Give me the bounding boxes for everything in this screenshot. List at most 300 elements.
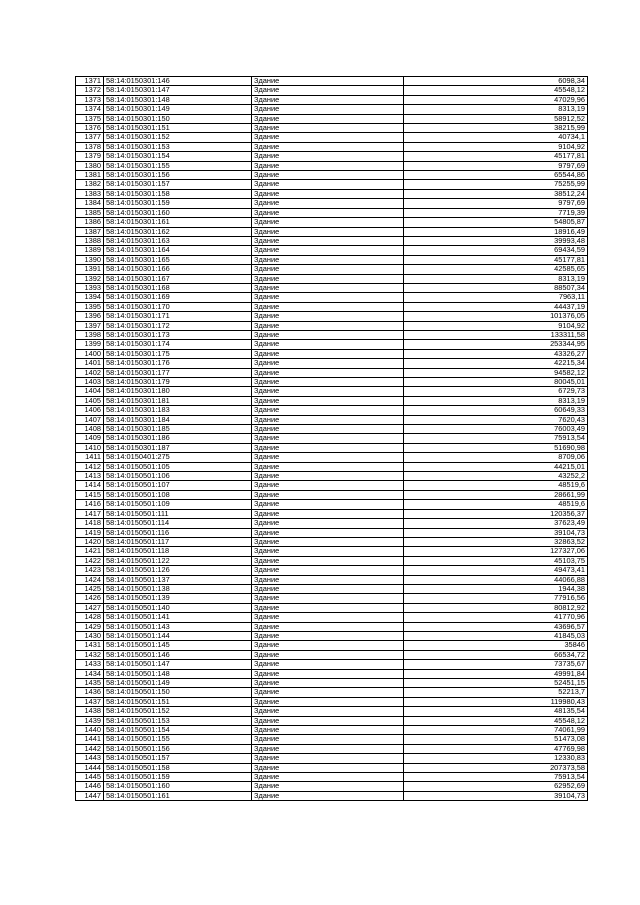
- value-cell: 58912,52: [404, 114, 588, 123]
- table-row: [76, 283, 588, 292]
- object-type-cell: Здание: [252, 133, 404, 142]
- table-row: [76, 462, 588, 471]
- object-type-cell: Здание: [252, 227, 404, 236]
- object-type-cell: Здание: [252, 556, 404, 565]
- value-cell: 7963,11: [404, 293, 588, 302]
- value-cell: 75913,54: [404, 434, 588, 443]
- table-row: [76, 236, 588, 245]
- cadastral-number-cell: 58:14:0150501:143: [104, 622, 252, 631]
- cadastral-number-cell: 58:14:0150301:153: [104, 142, 252, 151]
- object-type-cell: Здание: [252, 641, 404, 650]
- cadastral-number-cell: 58:14:0150501:145: [104, 641, 252, 650]
- object-type-cell: Здание: [252, 236, 404, 245]
- object-type-cell: Здание: [252, 735, 404, 744]
- table-row: [76, 556, 588, 565]
- value-cell: 42215,34: [404, 359, 588, 368]
- table-row: [76, 443, 588, 452]
- object-type-cell: Здание: [252, 707, 404, 716]
- table-row: [76, 180, 588, 189]
- cadastral-number-cell: 58:14:0150301:170: [104, 302, 252, 311]
- cadastral-number-cell: 58:14:0150301:156: [104, 171, 252, 180]
- object-type-cell: Здание: [252, 359, 404, 368]
- object-type-cell: Здание: [252, 791, 404, 800]
- value-cell: 44066,88: [404, 575, 588, 584]
- table-row: [76, 293, 588, 302]
- table-row: [76, 537, 588, 546]
- value-cell: 8313,19: [404, 396, 588, 405]
- cadastral-number-cell: 58:14:0150401:275: [104, 453, 252, 462]
- value-cell: 75255,99: [404, 180, 588, 189]
- value-cell: 44437,19: [404, 302, 588, 311]
- value-cell: 77916,56: [404, 594, 588, 603]
- row-number-cell: 1409: [76, 434, 104, 443]
- object-type-cell: Здание: [252, 669, 404, 678]
- object-type-cell: Здание: [252, 782, 404, 791]
- row-number-cell: 1428: [76, 613, 104, 622]
- object-type-cell: Здание: [252, 443, 404, 452]
- table-row: [76, 641, 588, 650]
- cadastral-number-cell: 58:14:0150501:146: [104, 650, 252, 659]
- value-cell: 43696,57: [404, 622, 588, 631]
- table-row: [76, 547, 588, 556]
- table-row: [76, 631, 588, 640]
- table-row: [76, 726, 588, 735]
- value-cell: 73735,67: [404, 660, 588, 669]
- cadastral-number-cell: 58:14:0150501:126: [104, 566, 252, 575]
- row-number-cell: 1437: [76, 697, 104, 706]
- table-row: [76, 519, 588, 528]
- cadastral-number-cell: 58:14:0150301:152: [104, 133, 252, 142]
- table-row: [76, 161, 588, 170]
- row-number-cell: 1425: [76, 584, 104, 593]
- row-number-cell: 1372: [76, 86, 104, 95]
- table-row: [76, 321, 588, 330]
- cadastral-number-cell: 58:14:0150501:152: [104, 707, 252, 716]
- object-type-cell: Здание: [252, 86, 404, 95]
- row-number-cell: 1392: [76, 274, 104, 283]
- row-number-cell: 1423: [76, 566, 104, 575]
- row-number-cell: 1385: [76, 208, 104, 217]
- table-row: [76, 594, 588, 603]
- value-cell: 6098,34: [404, 77, 588, 86]
- value-cell: 207373,58: [404, 763, 588, 772]
- value-cell: 52213,7: [404, 688, 588, 697]
- row-number-cell: 1389: [76, 246, 104, 255]
- cadastral-number-cell: 58:14:0150501:107: [104, 481, 252, 490]
- row-number-cell: 1399: [76, 340, 104, 349]
- value-cell: 8313,19: [404, 105, 588, 114]
- cadastral-number-cell: 58:14:0150301:181: [104, 396, 252, 405]
- object-type-cell: Здание: [252, 293, 404, 302]
- row-number-cell: 1378: [76, 142, 104, 151]
- table-row: [76, 688, 588, 697]
- value-cell: 7620,43: [404, 415, 588, 424]
- cadastral-number-cell: 58:14:0150301:166: [104, 265, 252, 274]
- object-type-cell: Здание: [252, 566, 404, 575]
- row-number-cell: 1420: [76, 537, 104, 546]
- object-type-cell: Здание: [252, 124, 404, 133]
- cadastral-number-cell: 58:14:0150301:162: [104, 227, 252, 236]
- cadastral-number-cell: 58:14:0150501:161: [104, 791, 252, 800]
- value-cell: 48135,54: [404, 707, 588, 716]
- cadastral-number-cell: 58:14:0150301:175: [104, 349, 252, 358]
- object-type-cell: Здание: [252, 330, 404, 339]
- table-row: [76, 208, 588, 217]
- value-cell: 9797,69: [404, 199, 588, 208]
- value-cell: 80045,01: [404, 378, 588, 387]
- row-number-cell: 1435: [76, 679, 104, 688]
- object-type-cell: Здание: [252, 584, 404, 593]
- cadastral-number-cell: 58:14:0150301:154: [104, 152, 252, 161]
- value-cell: 52451,15: [404, 679, 588, 688]
- value-cell: 43326,27: [404, 349, 588, 358]
- table-row: [76, 114, 588, 123]
- table-row: [76, 415, 588, 424]
- object-type-cell: Здание: [252, 152, 404, 161]
- table-row: [76, 735, 588, 744]
- object-type-cell: Здание: [252, 265, 404, 274]
- row-number-cell: 1401: [76, 359, 104, 368]
- value-cell: 45548,12: [404, 716, 588, 725]
- value-cell: 75913,54: [404, 773, 588, 782]
- value-cell: 39993,48: [404, 236, 588, 245]
- object-type-cell: Здание: [252, 415, 404, 424]
- table-row: [76, 782, 588, 791]
- cadastral-number-cell: 58:14:0150301:164: [104, 246, 252, 255]
- object-type-cell: Здание: [252, 622, 404, 631]
- value-cell: 44215,01: [404, 462, 588, 471]
- table-row: [76, 500, 588, 509]
- cadastral-number-cell: 58:14:0150301:167: [104, 274, 252, 283]
- table-row: [76, 406, 588, 415]
- cadastral-number-cell: 58:14:0150501:106: [104, 472, 252, 481]
- value-cell: 253344,95: [404, 340, 588, 349]
- object-type-cell: Здание: [252, 425, 404, 434]
- table-row: [76, 199, 588, 208]
- row-number-cell: 1402: [76, 368, 104, 377]
- object-type-cell: Здание: [252, 396, 404, 405]
- object-type-cell: Здание: [252, 631, 404, 640]
- value-cell: 48519,6: [404, 500, 588, 509]
- value-cell: 69434,59: [404, 246, 588, 255]
- object-type-cell: Здание: [252, 773, 404, 782]
- table-row: [76, 650, 588, 659]
- value-cell: 32863,52: [404, 537, 588, 546]
- table-row: [76, 265, 588, 274]
- table-row: [76, 453, 588, 462]
- object-type-cell: Здание: [252, 246, 404, 255]
- table-row: [76, 255, 588, 264]
- cadastral-number-cell: 58:14:0150501:122: [104, 556, 252, 565]
- object-type-cell: Здание: [252, 509, 404, 518]
- value-cell: 51473,08: [404, 735, 588, 744]
- value-cell: 133311,58: [404, 330, 588, 339]
- value-cell: 41845,03: [404, 631, 588, 640]
- table-row: [76, 396, 588, 405]
- object-type-cell: Здание: [252, 378, 404, 387]
- object-type-cell: Здание: [252, 575, 404, 584]
- row-number-cell: 1442: [76, 744, 104, 753]
- row-number-cell: 1387: [76, 227, 104, 236]
- row-number-cell: 1446: [76, 782, 104, 791]
- row-number-cell: 1443: [76, 754, 104, 763]
- table-row: [76, 189, 588, 198]
- table-row: [76, 152, 588, 161]
- value-cell: 9104,92: [404, 142, 588, 151]
- object-type-cell: Здание: [252, 754, 404, 763]
- object-type-cell: Здание: [252, 255, 404, 264]
- table-row: [76, 142, 588, 151]
- cadastral-number-cell: 58:14:0150301:169: [104, 293, 252, 302]
- cadastral-number-cell: 58:14:0150301:183: [104, 406, 252, 415]
- cadastral-number-cell: 58:14:0150501:153: [104, 716, 252, 725]
- cadastral-number-cell: 58:14:0150301:180: [104, 387, 252, 396]
- object-type-cell: Здание: [252, 490, 404, 499]
- cadastral-number-cell: 58:14:0150501:141: [104, 613, 252, 622]
- value-cell: 28661,99: [404, 490, 588, 499]
- value-cell: 45177,81: [404, 152, 588, 161]
- value-cell: 66534,72: [404, 650, 588, 659]
- value-cell: 7719,39: [404, 208, 588, 217]
- value-cell: 119980,43: [404, 697, 588, 706]
- value-cell: 43252,2: [404, 472, 588, 481]
- value-cell: 74061,99: [404, 726, 588, 735]
- object-type-cell: Здание: [252, 349, 404, 358]
- row-number-cell: 1431: [76, 641, 104, 650]
- table-row: [76, 274, 588, 283]
- row-number-cell: 1416: [76, 500, 104, 509]
- cadastral-number-cell: 58:14:0150501:140: [104, 603, 252, 612]
- table-row: [76, 575, 588, 584]
- cadastral-number-cell: 58:14:0150501:118: [104, 547, 252, 556]
- table-row: [76, 773, 588, 782]
- table-row: [76, 528, 588, 537]
- table-row: [76, 566, 588, 575]
- table-row: [76, 613, 588, 622]
- row-number-cell: 1418: [76, 519, 104, 528]
- row-number-cell: 1413: [76, 472, 104, 481]
- cadastral-number-cell: 58:14:0150301:168: [104, 283, 252, 292]
- cadastral-number-cell: 58:14:0150501:150: [104, 688, 252, 697]
- object-type-cell: Здание: [252, 613, 404, 622]
- table-row: [76, 791, 588, 800]
- cadastral-number-cell: 58:14:0150501:116: [104, 528, 252, 537]
- value-cell: 45103,75: [404, 556, 588, 565]
- value-cell: 35846: [404, 641, 588, 650]
- table-row: [76, 95, 588, 104]
- object-type-cell: Здание: [252, 199, 404, 208]
- cadastral-number-cell: 58:14:0150501:138: [104, 584, 252, 593]
- object-type-cell: Здание: [252, 726, 404, 735]
- table-row: [76, 584, 588, 593]
- object-type-cell: Здание: [252, 660, 404, 669]
- cadastral-number-cell: 58:14:0150301:184: [104, 415, 252, 424]
- row-number-cell: 1404: [76, 387, 104, 396]
- row-number-cell: 1382: [76, 180, 104, 189]
- table-row: [76, 669, 588, 678]
- value-cell: 47769,98: [404, 744, 588, 753]
- object-type-cell: Здание: [252, 481, 404, 490]
- table-row: [76, 302, 588, 311]
- table-row: [76, 105, 588, 114]
- cadastral-number-cell: 58:14:0150301:146: [104, 77, 252, 86]
- cadastral-number-cell: 58:14:0150301:187: [104, 443, 252, 452]
- value-cell: 47029,96: [404, 95, 588, 104]
- value-cell: 45177,81: [404, 255, 588, 264]
- cadastral-number-cell: 58:14:0150301:161: [104, 218, 252, 227]
- cadastral-number-cell: 58:14:0150301:186: [104, 434, 252, 443]
- object-type-cell: Здание: [252, 368, 404, 377]
- value-cell: 51690,98: [404, 443, 588, 452]
- table-row: [76, 425, 588, 434]
- value-cell: 39104,73: [404, 791, 588, 800]
- value-cell: 9797,69: [404, 161, 588, 170]
- object-type-cell: Здание: [252, 528, 404, 537]
- row-number-cell: 1426: [76, 594, 104, 603]
- value-cell: 48519,6: [404, 481, 588, 490]
- object-type-cell: Здание: [252, 462, 404, 471]
- object-type-cell: Здание: [252, 77, 404, 86]
- value-cell: 76003,49: [404, 425, 588, 434]
- table-row: [76, 472, 588, 481]
- object-type-cell: Здание: [252, 453, 404, 462]
- table-row: [76, 246, 588, 255]
- cadastral-number-cell: 58:14:0150501:137: [104, 575, 252, 584]
- table-row: [76, 227, 588, 236]
- object-type-cell: Здание: [252, 312, 404, 321]
- value-cell: 65544,86: [404, 171, 588, 180]
- cadastral-number-cell: 58:14:0150301:163: [104, 236, 252, 245]
- row-number-cell: 1406: [76, 406, 104, 415]
- cadastral-number-cell: 58:14:0150501:114: [104, 519, 252, 528]
- value-cell: 42585,65: [404, 265, 588, 274]
- table-row: [76, 481, 588, 490]
- cadastral-number-cell: 58:14:0150301:148: [104, 95, 252, 104]
- cadastral-number-cell: 58:14:0150301:179: [104, 378, 252, 387]
- value-cell: 37623,49: [404, 519, 588, 528]
- row-number-cell: 1419: [76, 528, 104, 537]
- value-cell: 8313,19: [404, 274, 588, 283]
- value-cell: 49473,41: [404, 566, 588, 575]
- cadastral-number-cell: 58:14:0150501:156: [104, 744, 252, 753]
- object-type-cell: Здание: [252, 105, 404, 114]
- table-row: [76, 622, 588, 631]
- table-row: [76, 697, 588, 706]
- cadastral-number-cell: 58:14:0150301:149: [104, 105, 252, 114]
- cadastral-number-cell: 58:14:0150301:150: [104, 114, 252, 123]
- cadastral-number-cell: 58:14:0150301:159: [104, 199, 252, 208]
- table-body: [76, 77, 588, 801]
- row-number-cell: 1424: [76, 575, 104, 584]
- cadastral-number-cell: 58:14:0150301:172: [104, 321, 252, 330]
- object-type-cell: Здание: [252, 650, 404, 659]
- object-type-cell: Здание: [252, 95, 404, 104]
- table-row: [76, 716, 588, 725]
- cadastral-number-cell: 58:14:0150501:148: [104, 669, 252, 678]
- cadastral-number-cell: 58:14:0150501:144: [104, 631, 252, 640]
- object-type-cell: Здание: [252, 283, 404, 292]
- table-row: [76, 387, 588, 396]
- object-type-cell: Здание: [252, 321, 404, 330]
- table-row: [76, 763, 588, 772]
- value-cell: 62952,69: [404, 782, 588, 791]
- object-type-cell: Здание: [252, 472, 404, 481]
- cadastral-number-cell: 58:14:0150301:157: [104, 180, 252, 189]
- value-cell: 38215,99: [404, 124, 588, 133]
- row-number-cell: 1379: [76, 152, 104, 161]
- cadastral-number-cell: 58:14:0150501:154: [104, 726, 252, 735]
- row-number-cell: 1410: [76, 443, 104, 452]
- cadastral-number-cell: 58:14:0150301:155: [104, 161, 252, 170]
- value-cell: 54805,87: [404, 218, 588, 227]
- row-number-cell: 1394: [76, 293, 104, 302]
- value-cell: 40734,1: [404, 133, 588, 142]
- value-cell: 120356,37: [404, 509, 588, 518]
- value-cell: 94582,12: [404, 368, 588, 377]
- data-table: [75, 76, 588, 801]
- object-type-cell: Здание: [252, 763, 404, 772]
- row-number-cell: 1415: [76, 490, 104, 499]
- row-number-cell: 1405: [76, 396, 104, 405]
- object-type-cell: Здание: [252, 688, 404, 697]
- cadastral-number-cell: 58:14:0150501:105: [104, 462, 252, 471]
- spreadsheet-page: [75, 76, 587, 801]
- object-type-cell: Здание: [252, 218, 404, 227]
- row-number-cell: 1371: [76, 77, 104, 86]
- cadastral-number-cell: 58:14:0150501:117: [104, 537, 252, 546]
- object-type-cell: Здание: [252, 603, 404, 612]
- table-row: [76, 368, 588, 377]
- value-cell: 101376,05: [404, 312, 588, 321]
- value-cell: 6729,73: [404, 387, 588, 396]
- row-number-cell: 1430: [76, 631, 104, 640]
- value-cell: 1944,38: [404, 584, 588, 593]
- table-row: [76, 133, 588, 142]
- cadastral-number-cell: 58:14:0150501:157: [104, 754, 252, 763]
- row-number-cell: 1396: [76, 312, 104, 321]
- table-row: [76, 349, 588, 358]
- row-number-cell: 1445: [76, 773, 104, 782]
- object-type-cell: Здание: [252, 697, 404, 706]
- object-type-cell: Здание: [252, 744, 404, 753]
- object-type-cell: Здание: [252, 716, 404, 725]
- cadastral-number-cell: 58:14:0150301:185: [104, 425, 252, 434]
- table-row: [76, 660, 588, 669]
- object-type-cell: Здание: [252, 189, 404, 198]
- row-number-cell: 1391: [76, 265, 104, 274]
- row-number-cell: 1436: [76, 688, 104, 697]
- value-cell: 12330,83: [404, 754, 588, 763]
- cadastral-number-cell: 58:14:0150301:147: [104, 86, 252, 95]
- object-type-cell: Здание: [252, 142, 404, 151]
- table-row: [76, 378, 588, 387]
- row-number-cell: 1432: [76, 650, 104, 659]
- object-type-cell: Здание: [252, 537, 404, 546]
- cadastral-number-cell: 58:14:0150501:160: [104, 782, 252, 791]
- row-number-cell: 1408: [76, 425, 104, 434]
- value-cell: 18916,49: [404, 227, 588, 236]
- cadastral-number-cell: 58:14:0150501:147: [104, 660, 252, 669]
- row-number-cell: 1403: [76, 378, 104, 387]
- object-type-cell: Здание: [252, 500, 404, 509]
- object-type-cell: Здание: [252, 274, 404, 283]
- object-type-cell: Здание: [252, 340, 404, 349]
- row-number-cell: 1374: [76, 105, 104, 114]
- row-number-cell: 1434: [76, 669, 104, 678]
- table-row: [76, 340, 588, 349]
- object-type-cell: Здание: [252, 302, 404, 311]
- cadastral-number-cell: 58:14:0150501:139: [104, 594, 252, 603]
